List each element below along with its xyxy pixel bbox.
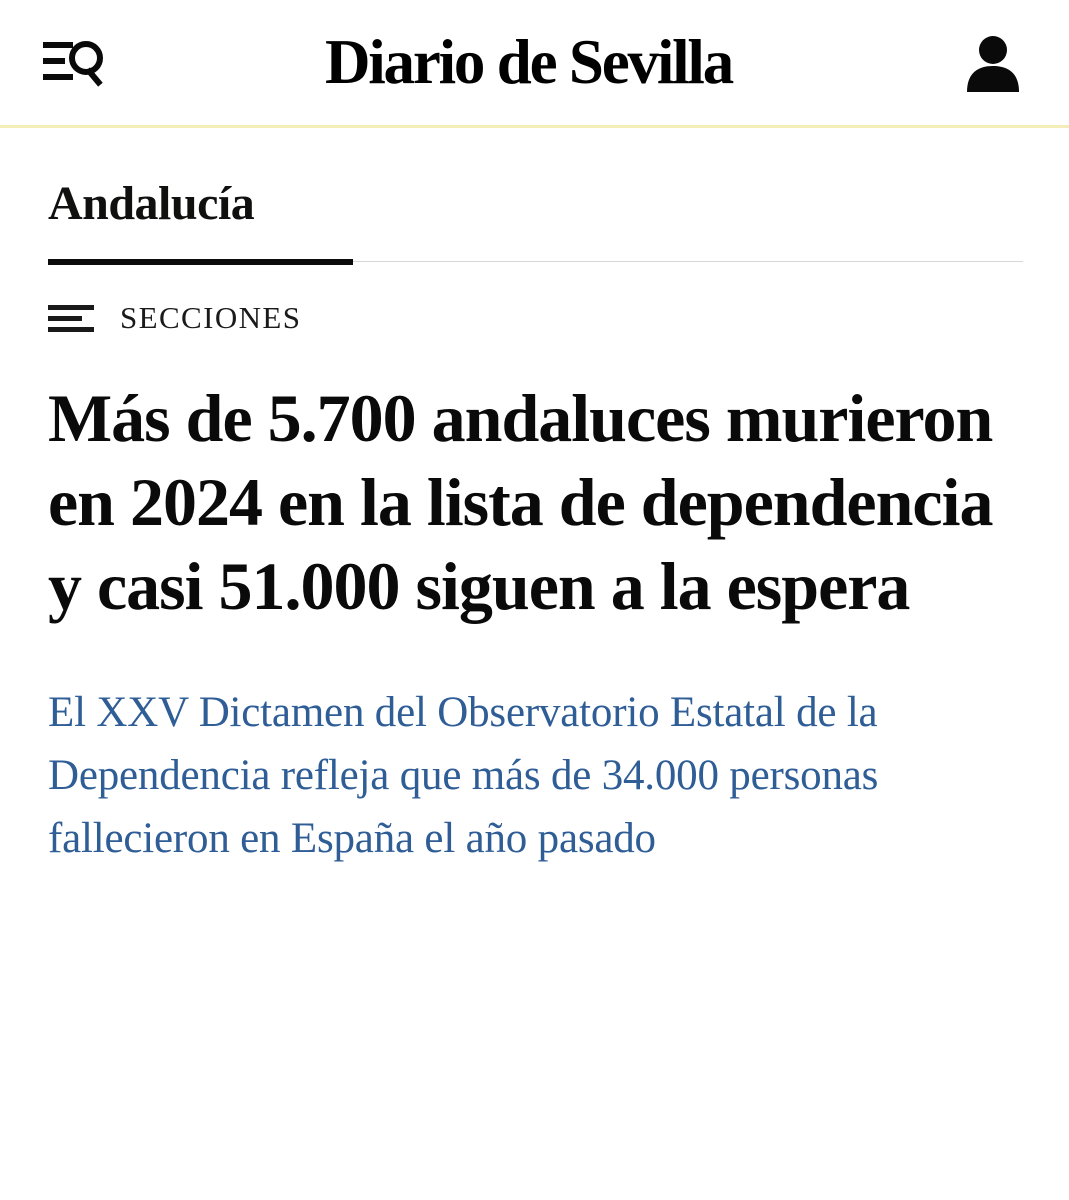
account-button[interactable] (957, 27, 1029, 99)
sections-menu-label: SECCIONES (120, 299, 302, 335)
section-name[interactable]: Andalucía (48, 177, 255, 230)
article-content (0, 178, 1069, 870)
article-standfirst: El XXV Dictamen del Observatorio Estatal de la Dependencia refleja que más de 34.000 personas fallecieron en España el año pasado (48, 688, 879, 863)
site-logo[interactable]: Diario de Sevilla (324, 27, 733, 97)
article-headline: Más de 5.700 andaluces murieron en 2024 en la lista de dependencia y casi 51.000 siguen a la espera (48, 379, 993, 625)
site-header (0, 0, 1069, 128)
user-account-icon (963, 32, 1023, 94)
section-divider (48, 259, 1023, 265)
hamburger-menu-icon (48, 301, 98, 335)
section-divider-dark (48, 259, 353, 265)
menu-search-button[interactable] (36, 26, 110, 100)
sections-menu-button[interactable] (48, 300, 301, 336)
hamburger-search-icon (41, 34, 105, 92)
